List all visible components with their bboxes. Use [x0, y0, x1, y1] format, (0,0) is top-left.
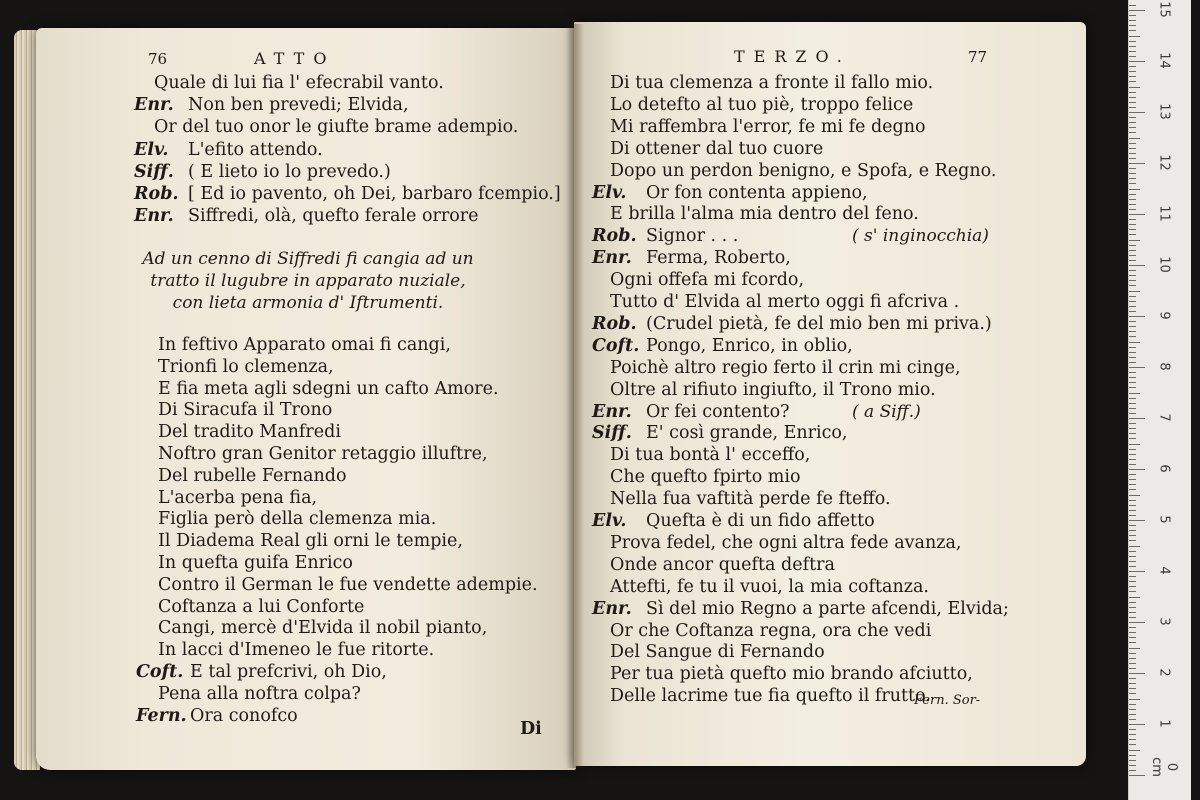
ruler-tick	[1129, 464, 1136, 465]
ruler-tick	[1129, 36, 1140, 37]
verse-line: Di Siracufa il Trono	[158, 400, 333, 421]
ruler-tick	[1129, 556, 1136, 557]
ruler-tick	[1129, 41, 1136, 42]
ruler-tick	[1129, 648, 1140, 649]
catchword: Fern. Sor-	[914, 693, 981, 708]
verse-line: ( E lieto io lo prevedo.)	[188, 161, 391, 182]
ruler-tick	[1129, 678, 1136, 679]
ruler-tick	[1129, 382, 1136, 383]
ruler-tick	[1129, 744, 1136, 745]
verse-line: Contro il German le fue vendette adempie.	[158, 574, 538, 595]
ruler-tick	[1129, 112, 1145, 113]
ruler-tick	[1129, 709, 1136, 710]
ruler-number: 13	[1156, 103, 1172, 120]
ruler-tick	[1129, 138, 1140, 139]
ruler-tick	[1129, 250, 1136, 251]
ruler-tick	[1129, 107, 1136, 108]
ruler-tick	[1129, 132, 1136, 133]
ruler-tick	[1129, 729, 1136, 730]
speaker-label: Elv.	[592, 182, 627, 203]
ruler-tick	[1129, 331, 1136, 332]
ruler-tick	[1129, 704, 1136, 705]
ruler-tick	[1129, 377, 1136, 378]
verse-line: Di ottener dal tuo cuore	[610, 138, 824, 159]
running-head: ATTO	[254, 49, 336, 68]
ruler-tick	[1129, 719, 1136, 720]
verse-line: Del Sangue di Fernando	[610, 642, 825, 663]
ruler-tick	[1129, 61, 1145, 62]
ruler-tick	[1129, 255, 1136, 256]
ruler-tick	[1129, 699, 1140, 700]
verse-line: E brilla l'alma mia dentro del feno.	[610, 204, 919, 225]
ruler-tick	[1129, 739, 1136, 740]
ruler-tick	[1129, 316, 1145, 317]
ruler-tick	[1129, 423, 1136, 424]
verse-line: Del rubelle Fernando	[158, 465, 347, 486]
verse-line: Poichè altro regio ferto il crin mi cinge,	[610, 357, 961, 378]
ruler-tick	[1129, 326, 1136, 327]
ruler-tick	[1129, 765, 1136, 766]
verse-line: Noftro gran Genitor retaggio illuftre,	[158, 444, 488, 464]
stage-direction-line: Ad un cenno di Siffredi fi cangia ad un	[142, 249, 474, 269]
ruler-tick	[1129, 97, 1136, 98]
verse-line: Quale di lui fia l' efecrabil vanto.	[154, 73, 444, 93]
verse-line: Prova fedel, che ogni altra fede avanza,	[610, 532, 962, 553]
ruler-tick	[1129, 311, 1136, 312]
stage-direction-line: tratto il lugubre in apparato nuziale,	[150, 271, 466, 291]
verse-line: Di tua bontà l' ecceffo,	[610, 445, 811, 466]
ruler-number: 12	[1156, 154, 1172, 171]
ruler-tick	[1129, 597, 1140, 598]
ruler-tick	[1129, 540, 1136, 541]
verse-line: Delle lacrime tue fia quefto il frutto.	[610, 686, 931, 707]
speaker-label: Enr.	[592, 248, 632, 269]
verse-line: (Crudel pietà, fe del mio ben mi priva.)	[646, 313, 992, 334]
ruler-tick	[1129, 51, 1136, 52]
ruler-tick	[1129, 775, 1145, 776]
verse-line: Onde ancor quefta deftra	[610, 554, 835, 575]
ruler-tick	[1129, 30, 1136, 31]
ruler-tick	[1129, 347, 1136, 348]
ruler-tick	[1129, 632, 1136, 633]
speaker-label: Enr.	[592, 598, 632, 619]
speaker-label: Siff.	[134, 161, 174, 182]
ruler-tick	[1129, 653, 1136, 654]
ruler-number: 10	[1156, 256, 1172, 273]
ruler-tick	[1129, 306, 1136, 307]
ruler-tick	[1129, 56, 1136, 57]
verse-line: Lo detefto al tuo piè, troppo felice	[610, 94, 914, 115]
stage-direction-line: con lieta armonia d' Iftrumenti.	[172, 293, 444, 313]
verse-line: Or che Coftanza regna, ora che vedi	[610, 620, 932, 641]
speaker-label: Enr.	[134, 206, 174, 227]
ruler-tick	[1129, 102, 1136, 103]
verse-line: Or del tuo onor le giufte brame adempio.	[154, 117, 519, 138]
verse-line: Figlia però della clemenza mia.	[158, 509, 437, 530]
ruler-tick	[1129, 398, 1136, 399]
ruler-number: 9	[1156, 311, 1172, 320]
ruler-number: 1	[1156, 719, 1172, 728]
ruler-tick	[1129, 5, 1136, 6]
verse-line: Sì del mio Regno a parte afcendi, Elvida;	[646, 598, 1009, 619]
ruler-tick	[1129, 571, 1145, 572]
ruler-tick	[1129, 81, 1136, 82]
ruler-tick	[1129, 688, 1136, 689]
ruler-tick	[1129, 622, 1145, 623]
ruler-tick	[1129, 148, 1136, 149]
ruler-tick	[1129, 469, 1145, 470]
verse-line: Oltre al rifiuto ingiufto, il Trono mio.	[610, 379, 936, 400]
ruler-tick	[1129, 178, 1136, 179]
verse-line: Nella fua vaftità perde fe fteffo.	[610, 489, 891, 510]
ruler-tick	[1129, 658, 1136, 659]
ruler-tick	[1129, 71, 1136, 72]
verse-line: In lacci d'Imeneo le fue ritorte.	[158, 640, 435, 661]
ruler-tick	[1129, 10, 1145, 11]
ruler-tick	[1129, 724, 1145, 725]
ruler-tick	[1129, 260, 1136, 261]
ruler-tick	[1129, 321, 1136, 322]
ruler-number: 7	[1156, 413, 1172, 422]
ruler-tick	[1129, 489, 1136, 490]
verse-line: Or fon contenta appieno,	[646, 182, 868, 203]
verse-line: Quefta è di un fido affetto	[646, 511, 875, 531]
verse-line: Ora conofco	[190, 705, 298, 726]
ruler-tick	[1129, 117, 1136, 118]
ruler-tick	[1129, 714, 1136, 715]
speaker-label: Enr.	[134, 95, 174, 116]
ruler-tick	[1129, 673, 1145, 674]
verse-line: In feftivo Apparato omai fi cangi,	[158, 335, 451, 355]
ruler-tick	[1129, 393, 1140, 394]
ruler-number: 4	[1156, 566, 1172, 575]
ruler-tick	[1129, 352, 1136, 353]
ruler-tick	[1129, 663, 1136, 664]
ruler-tick	[1129, 342, 1140, 343]
ruler-tick	[1129, 224, 1136, 225]
verse-line: Il Diadema Real gli orni le tempie,	[158, 531, 463, 552]
ruler-tick	[1129, 551, 1136, 552]
verse-line: Cangi, mercè d'Elvida il nobil pianto,	[158, 618, 488, 639]
ruler-tick	[1129, 459, 1136, 460]
verse-line: E tal prefcrivi, oh Dio,	[190, 662, 387, 682]
ruler-tick	[1129, 280, 1136, 281]
catchword: Di	[520, 719, 542, 739]
ruler-number: 11	[1156, 205, 1172, 222]
verse-line: [ Ed io pavento, oh Dei, barbaro fcempio.]	[188, 184, 561, 204]
ruler-tick	[1129, 495, 1140, 496]
ruler-tick	[1129, 637, 1136, 638]
verse-line: Trionfi lo clemenza,	[158, 356, 334, 377]
ruler-tick	[1129, 474, 1136, 475]
measuring-ruler	[1128, 0, 1191, 800]
ruler-number: 6	[1156, 464, 1172, 473]
verse-line: Tutto d' Elvida al merto oggi fi afcriva .	[610, 292, 960, 312]
ruler-tick	[1129, 199, 1136, 200]
speaker-label: Elv.	[134, 139, 169, 160]
ruler-number: 5	[1156, 515, 1172, 524]
ruler-tick	[1129, 617, 1136, 618]
ruler-tick	[1129, 66, 1136, 67]
ruler-tick	[1129, 127, 1136, 128]
ruler-tick	[1129, 285, 1136, 286]
ruler-tick	[1129, 413, 1136, 414]
page-number: 77	[968, 48, 988, 66]
ruler-number: 8	[1156, 362, 1172, 371]
ruler-tick	[1129, 525, 1136, 526]
verse-line: Del tradito Manfredi	[158, 422, 341, 443]
verse-line: Mi raffembra l'error, fe mi fe degno	[610, 116, 926, 137]
ruler-tick	[1129, 510, 1136, 511]
ruler-tick	[1129, 500, 1136, 501]
ruler-tick	[1129, 204, 1136, 205]
ruler-tick	[1129, 229, 1136, 230]
ruler-tick	[1129, 158, 1136, 159]
ruler-tick	[1129, 87, 1140, 88]
ruler-tick	[1129, 372, 1136, 373]
ruler-tick	[1129, 367, 1145, 368]
verse-line: Pongo, Enrico, in oblio,	[646, 335, 853, 356]
stage-note: ( a Siff.)	[852, 401, 921, 422]
ruler-tick	[1129, 428, 1136, 429]
right-page	[574, 22, 1086, 766]
stage-note: ( s' inginocchia)	[852, 226, 989, 247]
ruler-tick	[1129, 275, 1136, 276]
ruler-tick	[1129, 444, 1140, 445]
ruler-tick	[1129, 403, 1136, 404]
ruler-tick	[1129, 173, 1136, 174]
ruler-tick	[1129, 566, 1136, 567]
ruler-tick	[1129, 642, 1136, 643]
ruler-tick	[1129, 25, 1136, 26]
ruler-tick	[1129, 755, 1136, 756]
ruler-tick	[1129, 438, 1136, 439]
ruler-tick	[1129, 20, 1136, 21]
speaker-label: Rob.	[592, 313, 637, 334]
left-page	[36, 28, 576, 770]
verse-line: In quefta guifa Enrico	[158, 553, 353, 573]
verse-line: L'efito attendo.	[188, 139, 323, 160]
ruler-tick	[1129, 770, 1136, 771]
verse-line: E' così grande, Enrico,	[646, 423, 848, 444]
speaker-label: Coft.	[136, 662, 184, 682]
ruler-tick	[1129, 76, 1136, 77]
ruler-tick	[1129, 602, 1136, 603]
page-number: 76	[148, 50, 168, 68]
ruler-tick	[1129, 408, 1136, 409]
ruler-tick	[1129, 683, 1136, 684]
ruler-tick	[1129, 505, 1136, 506]
ruler-tick	[1129, 760, 1136, 761]
verse-line: Siffredi, olà, quefto ferale orrore	[188, 206, 479, 227]
ruler-tick	[1129, 530, 1136, 531]
ruler-tick	[1129, 296, 1136, 297]
ruler-tick	[1129, 46, 1136, 47]
ruler-tick	[1129, 92, 1136, 93]
ruler-tick	[1129, 607, 1136, 608]
ruler-number: 2	[1156, 668, 1172, 677]
ruler-tick	[1129, 591, 1136, 592]
ruler-tick	[1129, 183, 1136, 184]
ruler-tick	[1129, 362, 1136, 363]
ruler-tick	[1129, 546, 1140, 547]
ruler-tick	[1129, 245, 1136, 246]
ruler-tick	[1129, 270, 1136, 271]
ruler-tick	[1129, 214, 1145, 215]
ruler-tick	[1129, 336, 1136, 337]
ruler-tick	[1129, 693, 1136, 694]
verse-line: Non ben prevedi; Elvida,	[188, 95, 409, 116]
ruler-tick	[1129, 668, 1136, 669]
ruler-unit-label: 0 cm	[1149, 757, 1179, 777]
verse-line: L'acerba pena fia,	[158, 487, 318, 508]
ruler-tick	[1129, 163, 1145, 164]
ruler-tick	[1129, 301, 1136, 302]
ruler-tick	[1129, 581, 1136, 582]
ruler-tick	[1129, 449, 1136, 450]
verse-line: E fia meta agli sdegni un cafto Amore.	[158, 378, 499, 399]
verse-line: Che quefto fpirto mio	[610, 467, 801, 488]
ruler-tick	[1129, 627, 1136, 628]
ruler-number: 15	[1156, 1, 1172, 18]
ruler-tick	[1129, 433, 1136, 434]
ruler-tick	[1129, 576, 1136, 577]
ruler-tick	[1129, 168, 1136, 169]
ruler-tick	[1129, 586, 1136, 587]
ruler-tick	[1129, 291, 1140, 292]
ruler-tick	[1129, 265, 1145, 266]
ruler-tick	[1129, 194, 1136, 195]
ruler-tick	[1129, 484, 1136, 485]
ruler-tick	[1129, 143, 1136, 144]
verse-line: Or fei contento?	[646, 401, 790, 422]
ruler-tick	[1129, 612, 1136, 613]
verse-line: Pena alla noftra colpa?	[158, 683, 361, 704]
ruler-tick	[1129, 520, 1145, 521]
ruler-tick	[1129, 479, 1136, 480]
verse-line: Attefti, fe tu il vuoi, la mia coftanza.	[610, 576, 929, 597]
ruler-number: 14	[1156, 52, 1172, 69]
ruler-number: 3	[1156, 617, 1172, 626]
ruler-tick	[1129, 153, 1136, 154]
verse-line: Ferma, Roberto,	[646, 248, 791, 269]
ruler-tick	[1129, 515, 1136, 516]
running-head: TERZO.	[734, 47, 851, 66]
ruler-tick	[1129, 561, 1136, 562]
ruler-tick	[1129, 189, 1140, 190]
ruler-tick	[1129, 454, 1136, 455]
ruler-tick	[1129, 750, 1140, 751]
ruler-tick	[1129, 734, 1136, 735]
ruler-tick	[1129, 234, 1136, 235]
speaker-label: Enr.	[592, 401, 632, 422]
ruler-tick	[1129, 122, 1136, 123]
ruler-tick	[1129, 535, 1136, 536]
speaker-label: Rob.	[592, 226, 637, 247]
verse-line: Di tua clemenza a fronte il fallo mio.	[610, 73, 934, 93]
ruler-tick	[1129, 357, 1136, 358]
speaker-label: Siff.	[592, 423, 632, 444]
speaker-label: Coft.	[592, 335, 640, 356]
ruler-tick	[1129, 418, 1145, 419]
ruler-tick	[1129, 219, 1136, 220]
speaker-label: Elv.	[592, 511, 627, 531]
speaker-label: Rob.	[134, 184, 179, 204]
ruler-tick	[1129, 240, 1140, 241]
verse-line: Coftanza a lui Conforte	[158, 596, 365, 617]
ruler-tick	[1129, 209, 1136, 210]
ruler-tick	[1129, 15, 1136, 16]
verse-line: Per tua pietà quefto mio brando afciutto,	[610, 664, 973, 685]
speaker-label: Fern.	[136, 705, 187, 726]
verse-line: Ogni offefa mi fcordo,	[610, 270, 805, 291]
ruler-tick	[1129, 387, 1136, 388]
verse-line: Dopo un perdon benigno, e Spofa, e Regno.	[610, 160, 997, 181]
verse-line: Signor . . .	[646, 226, 739, 247]
